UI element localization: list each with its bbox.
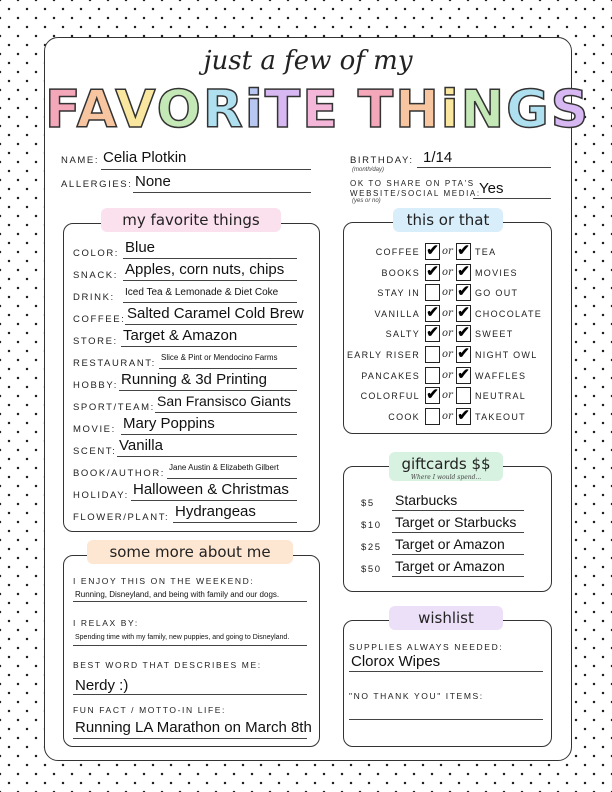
fact-value[interactable]: Running LA Marathon on March 8th: [75, 719, 312, 736]
giftcard-line: [392, 532, 524, 533]
favorite-value[interactable]: Mary Poppins: [123, 415, 215, 432]
share-hint: (yes or no): [352, 198, 381, 204]
favorite-line: [167, 478, 297, 479]
title-letter: O: [156, 80, 203, 140]
relax-line: [73, 645, 307, 646]
name-value[interactable]: Celia Plotkin: [103, 149, 187, 166]
favorite-label: COLOR:: [73, 248, 120, 259]
supplies-label: SUPPLIES ALWAYS NEEDED:: [349, 642, 504, 652]
favorite-line: [123, 280, 297, 281]
option-right-checkbox[interactable]: [456, 387, 471, 404]
title-letter: i: [244, 80, 265, 140]
word-value[interactable]: Nerdy :): [75, 677, 129, 694]
weekend-label: I ENJOY THIS ON THE WEEKEND:: [73, 576, 255, 586]
no-thanks-label: "NO THANK YOU" ITEMS:: [349, 691, 484, 701]
option-right-label: NIGHT OWL: [475, 350, 538, 360]
title-letter: N: [460, 80, 507, 140]
favorite-label: MOVIE:: [73, 424, 116, 435]
giftcards-title: giftcards $$: [401, 455, 491, 473]
title-letter: i: [440, 80, 461, 140]
favorite-label: BOOK/AUTHOR:: [73, 468, 166, 479]
favorite-value[interactable]: Apples, corn nuts, chips: [125, 261, 285, 278]
favorite-label: SPORT/TEAM:: [73, 402, 155, 413]
favorite-value[interactable]: Iced Tea & Lemonade & Diet Coke: [125, 287, 279, 298]
title-letter: R: [202, 80, 245, 140]
option-left-label: BOOKS: [381, 267, 420, 278]
giftcard-value[interactable]: Target or Starbucks: [395, 514, 517, 530]
option-left-checkbox[interactable]: ✔: [426, 242, 439, 259]
favorites-heading: my favorite things: [101, 208, 281, 232]
favorite-value[interactable]: Salted Caramel Cold Brew: [127, 305, 304, 322]
option-left-checkbox[interactable]: [425, 284, 440, 301]
supplies-value[interactable]: Clorox Wipes: [351, 653, 441, 670]
favorite-line: [119, 390, 297, 391]
option-right-checkbox[interactable]: ✔: [457, 242, 470, 259]
giftcard-value[interactable]: Starbucks: [395, 492, 458, 508]
favorite-value[interactable]: Hydrangeas: [175, 503, 256, 520]
option-right-checkbox[interactable]: ✔: [457, 262, 470, 280]
option-right-checkbox[interactable]: ✔: [457, 365, 470, 383]
option-right-checkbox[interactable]: ✔: [457, 406, 470, 424]
option-right-label: GO OUT: [475, 288, 519, 299]
option-left-checkbox[interactable]: ✔: [426, 386, 439, 404]
favorite-line: [125, 324, 297, 325]
favorite-value[interactable]: Slice & Pint or Mendocino Farms: [161, 353, 278, 362]
birthday-hint: (month/day): [352, 167, 385, 173]
option-left-checkbox[interactable]: [425, 367, 440, 384]
option-left-label: SALTY: [385, 329, 420, 340]
option-left-label: VANILLA: [374, 308, 420, 319]
giftcards-subheading: Where I would spend...: [410, 474, 482, 481]
favorite-label: COFFEE:: [73, 314, 126, 325]
favorite-value[interactable]: Vanilla: [119, 437, 163, 454]
favorite-value[interactable]: Running & 3d Printing: [121, 371, 267, 388]
or-separator: or: [442, 246, 453, 257]
giftcard-amount: $5: [361, 498, 375, 509]
title-letter: T: [264, 80, 303, 140]
birthday-label: BIRTHDAY:: [350, 155, 414, 166]
page-title: [45, 80, 591, 140]
option-right-checkbox[interactable]: ✔: [457, 303, 470, 321]
relax-value[interactable]: Spending time with my family, new puppies, and going to Disneyland.: [75, 634, 290, 641]
giftcard-value[interactable]: Target or Amazon: [395, 558, 505, 574]
wishlist-box: [343, 620, 552, 747]
supplies-line: [349, 671, 543, 672]
share-line: [473, 198, 551, 199]
weekend-value[interactable]: Running, Disneyland, and being with family and our dogs.: [75, 590, 280, 599]
title-letter: H: [395, 80, 441, 140]
option-left-checkbox[interactable]: ✔: [426, 262, 439, 280]
option-left-checkbox[interactable]: ✔: [426, 324, 439, 342]
favorite-label: HOLIDAY:: [73, 490, 129, 501]
option-left-label: COFFEE: [375, 247, 420, 257]
or-separator: or: [442, 307, 453, 319]
favorite-label: STORE:: [73, 336, 118, 347]
favorite-label: SNACK:: [73, 270, 118, 281]
word-label: BEST WORD THAT DESCRIBES ME:: [73, 660, 262, 670]
option-right-checkbox[interactable]: ✔: [457, 283, 470, 301]
allergies-line: [133, 192, 311, 193]
favorite-value[interactable]: Jane Austin & Elizabeth Gilbert: [169, 463, 279, 472]
fact-label: FUN FACT / MOTTO-IN LIFE:: [73, 705, 227, 715]
this-or-that-heading: this or that: [393, 208, 503, 232]
favorite-line: [123, 258, 297, 259]
relax-label: I RELAX BY:: [73, 618, 139, 628]
option-left-label: PANCAKES: [361, 370, 420, 381]
wishlist-heading: wishlist: [389, 606, 503, 630]
birthday-line: [417, 167, 551, 168]
birthday-value[interactable]: 1/14: [423, 149, 453, 166]
option-right-checkbox[interactable]: ✔: [457, 324, 470, 342]
or-separator: or: [442, 349, 453, 360]
favorite-line: [159, 368, 297, 369]
subtitle: just a few of my: [203, 46, 413, 76]
title-letter: G: [506, 80, 551, 140]
option-left-label: EARLY RISER: [347, 350, 420, 360]
allergies-label: ALLERGIES:: [61, 179, 133, 190]
no-thanks-line: [349, 719, 543, 720]
giftcard-amount: $10: [361, 520, 382, 531]
or-separator: or: [442, 287, 453, 299]
or-separator: or: [442, 369, 453, 381]
option-right-label: SWEET: [475, 329, 514, 340]
giftcard-amount: $50: [361, 564, 382, 575]
favorite-line: [131, 500, 297, 501]
favorite-value[interactable]: Blue: [125, 239, 156, 256]
or-separator: or: [442, 390, 453, 402]
or-separator: or: [442, 328, 453, 340]
or-separator: or: [442, 266, 453, 278]
favorite-label: DRINK:: [73, 292, 115, 303]
favorite-label: RESTAURANT:: [73, 358, 156, 369]
favorite-value[interactable]: San Fransisco Giants: [157, 393, 291, 409]
name-line: [101, 169, 311, 170]
giftcard-line: [392, 554, 524, 555]
option-right-label: CHOCOLATE: [475, 308, 543, 319]
title-letter: V: [115, 80, 157, 140]
more-heading: some more about me: [87, 540, 293, 564]
option-right-label: TEA: [475, 247, 497, 257]
share-label-2: WEBSITE/SOCIAL MEDIA:: [350, 189, 481, 198]
favorite-line: [117, 456, 297, 457]
or-separator: or: [442, 410, 453, 422]
option-left-label: COOK: [388, 411, 420, 422]
weekend-line: [73, 601, 307, 602]
title-letter: F: [45, 80, 77, 140]
title-letter: E: [302, 80, 340, 140]
share-value[interactable]: Yes: [479, 180, 504, 197]
option-right-label: TAKEOUT: [475, 411, 526, 422]
option-left-checkbox[interactable]: [425, 346, 440, 363]
form-sheet: [44, 37, 591, 761]
option-right-label: NEUTRAL: [475, 391, 527, 402]
giftcard-value[interactable]: Target or Amazon: [395, 536, 505, 552]
word-line: [73, 694, 307, 695]
favorite-line: [123, 302, 297, 303]
favorite-label: HOBBY:: [73, 380, 118, 391]
favorite-line: [173, 522, 297, 523]
favorite-line: [155, 412, 297, 413]
favorite-line: [121, 434, 297, 435]
giftcard-amount: $25: [361, 542, 382, 553]
name-label: NAME:: [61, 155, 100, 166]
title-letter: S: [550, 80, 591, 140]
option-left-label: COLORFUL: [360, 391, 420, 402]
option-left-checkbox[interactable]: [425, 408, 440, 425]
favorite-value[interactable]: Target & Amazon: [123, 327, 238, 344]
option-right-label: WAFFLES: [475, 370, 527, 381]
giftcard-line: [392, 576, 524, 577]
share-label-1: OK TO SHARE ON PTA'S: [350, 179, 475, 188]
allergies-value[interactable]: None: [135, 173, 171, 190]
favorite-label: FLOWER/PLANT:: [73, 512, 170, 523]
title-letter: T: [357, 80, 396, 140]
option-left-checkbox[interactable]: ✔: [426, 303, 439, 321]
favorite-line: [121, 346, 297, 347]
fact-line: [73, 738, 307, 739]
option-left-label: STAY IN: [377, 288, 420, 299]
favorite-label: SCENT:: [73, 446, 117, 457]
option-right-checkbox[interactable]: ✔: [457, 345, 470, 362]
option-right-label: MOVIES: [475, 267, 518, 278]
title-letter: A: [76, 80, 116, 140]
giftcard-line: [392, 510, 524, 511]
favorite-value[interactable]: Halloween & Christmas: [133, 481, 289, 498]
